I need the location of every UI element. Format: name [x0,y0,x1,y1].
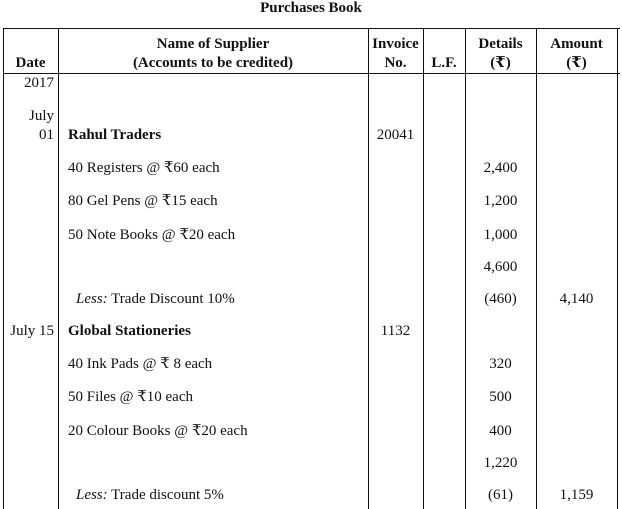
details-cell: (61) [488,487,513,503]
supplier-cell [68,355,212,373]
supplier-cell [68,322,191,340]
supplier-text: 80 Gel Pens @ ₹15 each [68,193,218,209]
header-date: Date [15,55,46,71]
details-cell: 4,600 [483,259,518,275]
supplier-cell [68,159,220,177]
column-divider [423,28,424,509]
header-details-line1: Details [478,36,523,52]
less-label: Less: [76,487,108,503]
supplier-text: Rahul Traders [68,127,162,143]
header-invoice-line1: Invoice [372,36,419,52]
supplier-text: Trade discount 5% [107,487,224,503]
column-divider [58,28,59,509]
page-title: Purchases Book [260,0,362,16]
column-divider [617,28,618,509]
details-cell: 400 [489,423,512,439]
invoice-cell: 20041 [376,127,415,143]
less-label: Less: [76,291,108,307]
header-supplier-line2: (Accounts to be credited) [132,55,294,71]
supplier-text: 20 Colour Books @ ₹20 each [68,423,248,439]
header-bottom-border [3,73,620,74]
supplier-text: 50 Note Books @ ₹20 each [68,227,236,243]
details-cell: 320 [489,356,512,372]
supplier-text: 40 Ink Pads @ ₹ 8 each [68,356,213,372]
date-cell: July 15 [10,323,54,339]
date-cell: 01 [39,127,54,143]
supplier-cell [68,126,161,144]
supplier-text: 40 Registers @ ₹60 each [68,160,220,176]
header-amount-line1: Amount [550,36,603,52]
supplier-text: Trade Discount 10% [107,291,235,307]
supplier-text: 50 Files @ ₹10 each [68,389,194,405]
date-cell: July [28,108,54,124]
supplier-cell [76,486,224,504]
date-cell: 2017 [24,75,54,91]
column-divider [3,28,4,509]
details-cell: 500 [489,389,512,405]
amount-cell: 1,159 [559,487,594,503]
supplier-cell [68,192,218,210]
details-cell: 1,200 [483,193,518,209]
column-divider [368,28,369,509]
header-supplier-line1: Name of Supplier [156,36,270,52]
header-lf: L.F. [431,55,457,71]
details-cell: 1,000 [483,227,518,243]
supplier-cell [68,226,235,244]
column-divider [536,28,537,509]
header-details-line2: (₹) [490,55,511,71]
supplier-cell [68,422,248,440]
details-cell: 2,400 [483,160,518,176]
supplier-cell [76,290,235,308]
invoice-cell: 1132 [380,323,411,339]
table-top-border [3,28,620,29]
header-invoice-line2: No. [384,55,407,71]
header-amount-line2: (₹) [566,55,587,71]
details-cell: 1,220 [483,455,518,471]
details-cell: (460) [484,291,517,307]
amount-cell: 4,140 [559,291,594,307]
supplier-text: Global Stationeries [68,323,191,339]
supplier-cell [68,388,193,406]
